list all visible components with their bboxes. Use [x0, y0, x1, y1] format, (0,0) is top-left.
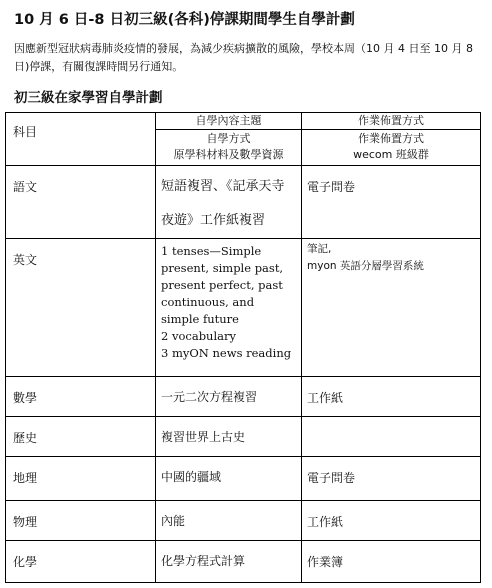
content-line: 夜遊》工作紙複習 [161, 213, 266, 228]
homework-line: 電子問卷 [307, 180, 356, 194]
header-subject: 科目 [6, 113, 156, 166]
table-row-math [6, 377, 481, 417]
homework-line: myon 英語分層學習系統 [307, 260, 424, 272]
subject-cell: 歷史 [6, 417, 156, 457]
intro-paragraph: 因應新型冠狀病毒肺炎疫情的發展，為減少疾病擴散的風險，學校本周（10 月 4 日至 10 月 8 日)停課，有關復課時間另行通知。 [14, 42, 473, 73]
page-title: 10 月 6 日-8 日初三級(各科)停課期間學生自學計劃 [14, 12, 355, 28]
content-cell [156, 501, 302, 541]
homework-line: 筆記, [307, 243, 332, 255]
header-content-detail [156, 130, 302, 166]
content-cell [156, 239, 302, 377]
content-line: 短語複習、《記承天寺 [161, 179, 285, 194]
study-plan-table [5, 112, 481, 583]
homework-cell [302, 501, 481, 541]
section-subtitle: 初三級在家學習自學計劃 [14, 90, 163, 106]
homework-line: 工作紙 [307, 515, 344, 529]
subject-cell: 物理 [6, 501, 156, 541]
homework-cell [302, 166, 481, 239]
table-row-chemistry [6, 541, 481, 583]
content-line: present, simple past, [161, 261, 284, 275]
content-line: 化學方程式計算 [161, 554, 246, 568]
content-line: 1 tenses—Simple [161, 244, 262, 258]
table-row-physics [6, 501, 481, 541]
header-content-line: 自學方式 [206, 132, 251, 145]
content-cell [156, 457, 302, 501]
homework-line: 作業簿 [307, 555, 344, 569]
content-line: 複習世界上古史 [161, 430, 246, 444]
subject-cell: 英文 [6, 239, 156, 377]
header-content-topic: 自學內容主題 [156, 113, 302, 130]
subject-cell: 地理 [6, 457, 156, 501]
table-row-geography [6, 457, 481, 501]
content-line: 中國的疆域 [161, 470, 222, 484]
subject-cell: 語文 [6, 166, 156, 239]
homework-line: 工作紙 [307, 391, 344, 405]
content-cell [156, 417, 302, 457]
homework-cell [302, 457, 481, 501]
subject-cell: 數學 [6, 377, 156, 417]
content-line: 內能 [161, 514, 186, 528]
homework-cell [302, 377, 481, 417]
homework-cell [302, 541, 481, 583]
header-homework-line: 作業佈置方式 [358, 132, 424, 145]
header-homework-method: 作業佈置方式 [302, 113, 481, 130]
content-line: 2 vocabulary [161, 329, 236, 343]
table-row-history [6, 417, 481, 457]
header-homework-detail [302, 130, 481, 166]
table-row-english [6, 239, 481, 377]
content-line: simple future [161, 312, 239, 326]
homework-line: 電子問卷 [307, 471, 356, 485]
homework-cell [302, 239, 481, 377]
table-header-row-top [6, 113, 481, 130]
subject-cell: 化學 [6, 541, 156, 583]
header-content-line: 原學科材料及數學資源 [173, 148, 284, 161]
content-cell [156, 377, 302, 417]
content-line: continuous, and [161, 295, 255, 309]
content-line: present perfect, past [161, 278, 283, 292]
content-line: 一元二次方程複習 [161, 390, 258, 404]
table-row-chinese [6, 166, 481, 239]
header-homework-line: wecom 班級群 [353, 148, 429, 161]
content-line: 3 myON news reading [161, 346, 292, 360]
content-cell [156, 541, 302, 583]
homework-cell [302, 417, 481, 457]
content-cell [156, 166, 302, 239]
